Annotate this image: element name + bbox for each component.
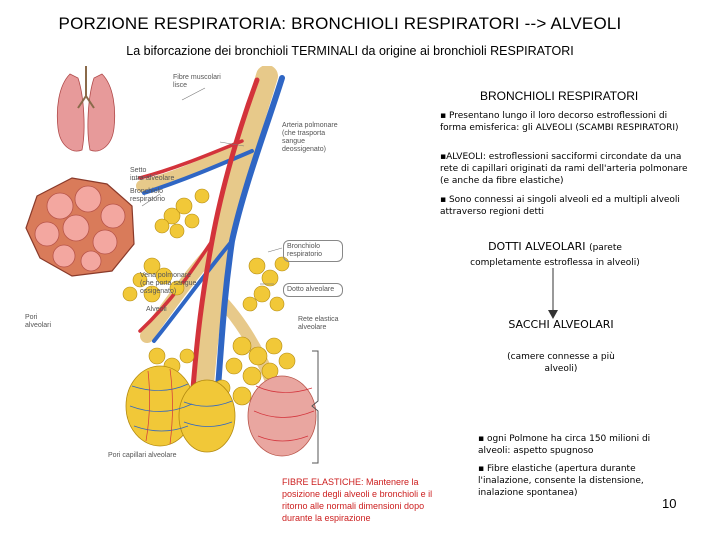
slide-subtitle: La biforcazione dei bronchioli TERMINALI da origine ai bronchioli RESPIRATORI xyxy=(126,44,574,58)
label-bronchiolo-respiratorio: Bronchiolo respiratorio xyxy=(130,188,166,203)
dotti-alveolari: DOTTI ALVEOLARI (parete completamente estroflessa in alveoli) xyxy=(470,240,640,268)
bullet-alveoli: ▪ALVEOLI: estroflessioni sacciformi circondate da una rete di capillari originati da rami dell'arteria polmonare (e anche da fibre elastiche) xyxy=(440,152,688,186)
bullet-estroflessioni: ▪ Presentano lungo il loro decorso estroflessioni di forma emisferica: gli ALVEOLI (SCAMBI RESPIRATORI) xyxy=(440,111,679,133)
label-pori-alveolari: Pori alveolari xyxy=(25,314,52,329)
slide-title: PORZIONE RESPIRATORIA: BRONCHIOLI RESPIRATORI --> ALVEOLI xyxy=(58,14,622,33)
fibre-elastiche-note: FIBRE ELASTICHE: Mantenere la posizione degli alveoli e bronchioli e il ritorno alle normali dimensioni dopo durante la espirazione xyxy=(282,477,433,523)
label-arteria-polmonare: Arteria polmonare (che trasporta sangue deossigenato) xyxy=(282,122,338,153)
sectioned-alveolar-sac xyxy=(26,178,134,276)
label-fibre-muscolari: Fibre muscolari lisce xyxy=(173,74,221,89)
label-bronchiolo-box: Bronchiolo respiratorio xyxy=(283,240,343,262)
heading-bronchioli-respiratori: BRONCHIOLI RESPIRATORI xyxy=(480,89,639,103)
label-setto: Setto intra-alveolare xyxy=(130,167,175,182)
label-rete-elastica: Rete elastica alveolare xyxy=(298,316,339,331)
lungs-icon xyxy=(57,66,114,151)
arrow-down-icon xyxy=(548,268,558,320)
label-alveoli: Alveoli xyxy=(146,306,167,313)
bullet-connessi: ▪ Sono connessi ai singoli alveoli ed a multipli alveoli attraverso regioni detti xyxy=(440,195,680,217)
label-dotto-alveolare: Dotto alveolare xyxy=(283,283,343,297)
sacchi-alveolari: SACCHI ALVEOLARI xyxy=(508,318,614,331)
label-vena-polmonare: Vena polmonare (che porta sangue ossigenato) xyxy=(140,272,197,295)
label-pori-capillari: Pori capillari alveolare xyxy=(108,452,177,459)
camere-note: (camere connesse a più alveoli) xyxy=(507,352,615,374)
bullet-fibre-elastiche: ▪ Fibre elastiche (apertura durante l'inalazione, consente la distensione, inalazione spontanea) xyxy=(478,464,644,498)
bullet-polmone: ▪ ogni Polmone ha circa 150 milioni di alveoli: aspetto spugnoso xyxy=(478,434,651,456)
page-number: 10 xyxy=(662,496,677,511)
